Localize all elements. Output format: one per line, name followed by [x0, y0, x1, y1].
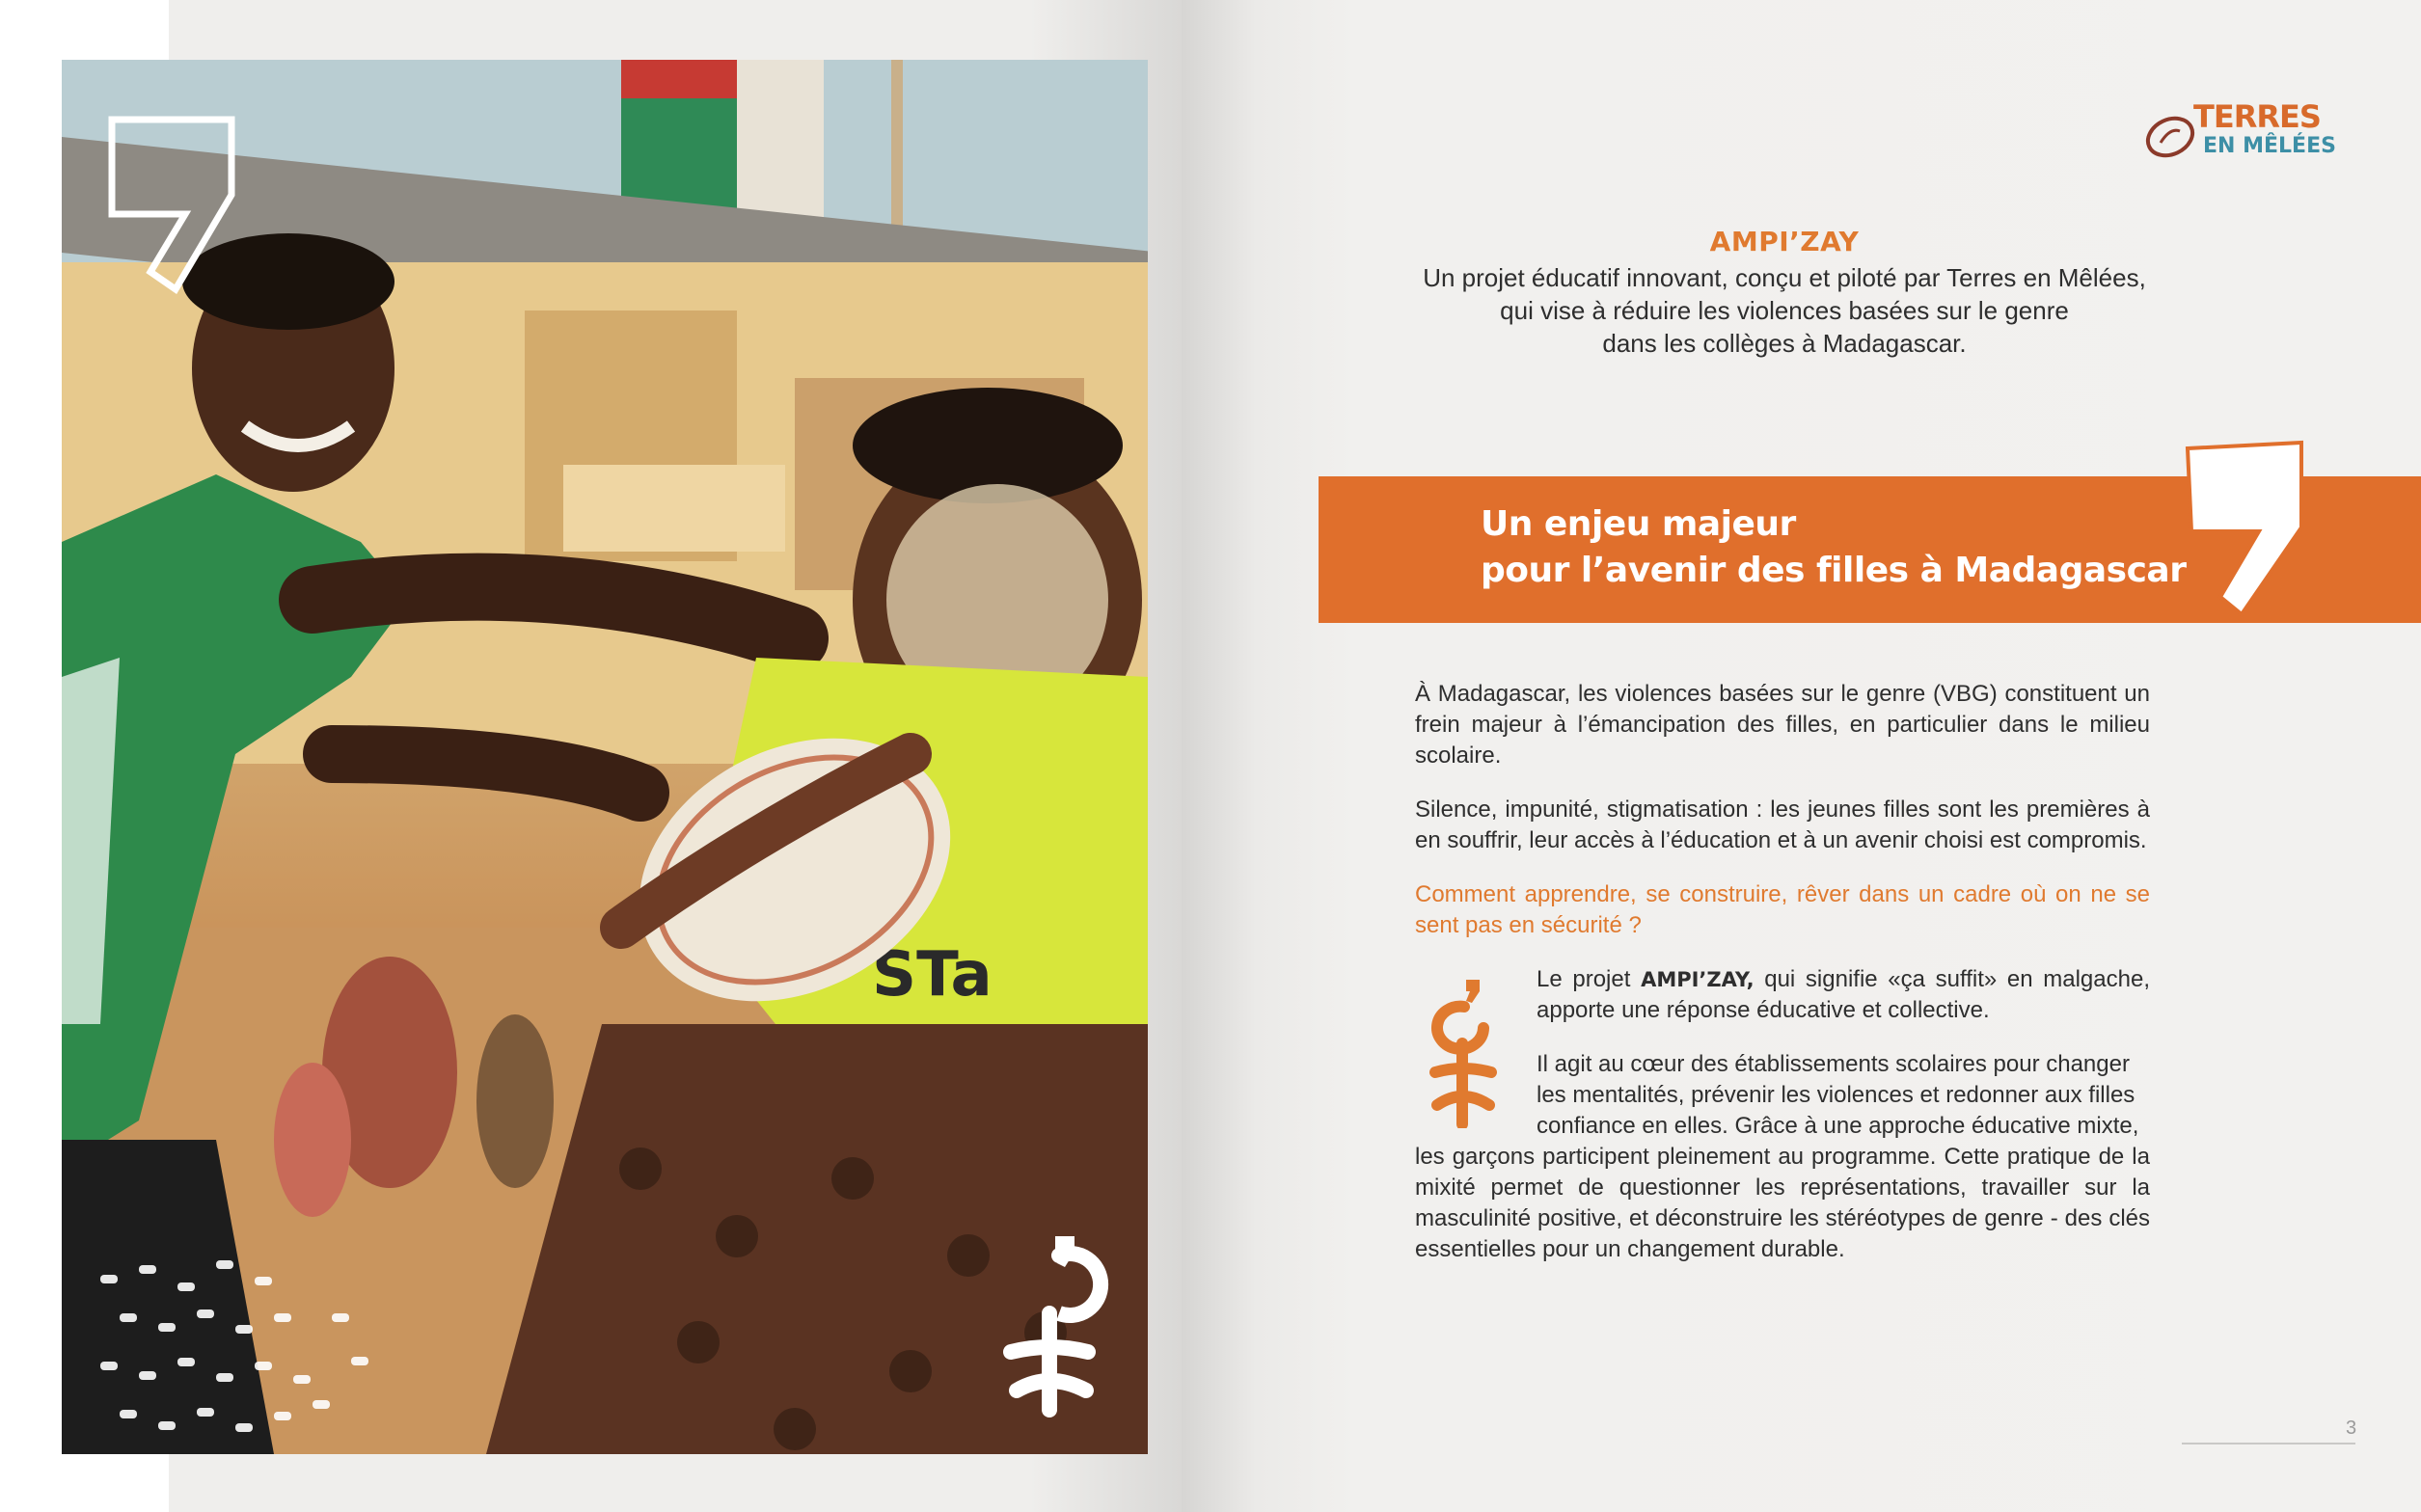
project-name: AMPI’ZAY, — [1641, 968, 1755, 991]
banner-title — [1481, 501, 2186, 594]
photo-illustration — [62, 60, 1148, 1454]
page-number: 3 — [2346, 1418, 2357, 1439]
rugby-photo — [62, 60, 1148, 1454]
paragraph — [1415, 964, 2150, 1026]
logo-word-bottom: EN MÊLÉES — [2203, 134, 2336, 158]
quote-mark-icon — [2182, 439, 2307, 622]
indented-line: Il agit au cœur des établissements scolaires pour changer — [1537, 1051, 2130, 1077]
indented-line: les mentalités, prévenir les violences et redonner aux filles — [1537, 1082, 2135, 1108]
banner-title-line: Un enjeu majeur — [1481, 504, 1796, 544]
text: qui signifie «ça suffit» en malgache, apporte une réponse éducative et collective. — [1537, 966, 2150, 1023]
body-text — [1415, 679, 2150, 1265]
intro-text — [1389, 261, 2180, 360]
footer-rule — [2182, 1443, 2355, 1444]
svg-text:STa: STa — [872, 939, 993, 1011]
intro-block — [1389, 226, 2180, 360]
logo — [2143, 98, 2336, 168]
text: les garçons participent pleinement au programme. Cette pratique de la mixité permet de questionner les représentations, travailler sur la masculinité positive, et déconstruire les stéréotypes de genre - des clés essentielles pour un changement durable. — [1415, 1144, 2150, 1262]
intro-title: AMPI’ZAY — [1709, 226, 1860, 257]
highlight-question: Comment apprendre, se construire, rêver dans un cadre où on ne se sent pas en sécurité ? — [1415, 881, 2150, 938]
paragraph: Silence, impunité, stigmatisation : les jeunes filles sont les premières à en souffrir, leur accès à l’éducation et à un avenir choisi est compromis. — [1415, 796, 2150, 853]
indented-line: confiance en elles. Grâce à une approche éducative mixte, — [1537, 1113, 2139, 1139]
logo-ball-icon — [2143, 108, 2197, 162]
logo-word-top: TERRES — [2193, 98, 2321, 135]
paragraph — [1415, 1049, 2150, 1265]
intro-line: Un projet éducatif innovant, conçu et piloté par Terres en Mêlées, — [1423, 263, 2146, 292]
intro-line: dans les collèges à Madagascar. — [1602, 329, 1967, 358]
intro-line: qui vise à réduire les violences basées sur le genre — [1500, 296, 2069, 325]
ampizay-glyph-icon — [1422, 980, 1505, 1128]
text: Le projet — [1537, 966, 1642, 992]
banner-title-line: pour l’avenir des filles à Madagascar — [1481, 551, 2187, 590]
paragraph: À Madagascar, les violences basées sur le genre (VBG) constituent un frein majeur à l’émancipation des filles, en particulier dans le milieu scolaire. — [1415, 681, 2150, 769]
